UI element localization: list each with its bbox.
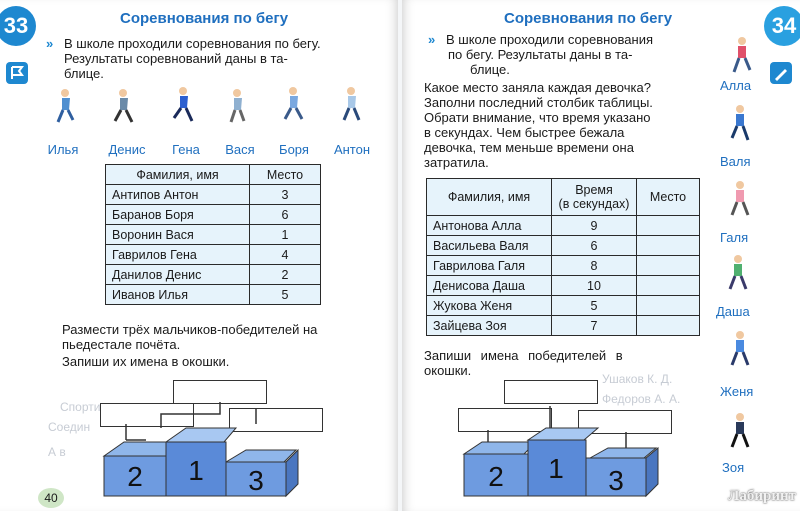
table-cell: Баранов Боря (106, 205, 250, 225)
podium-place-2: 2 (127, 461, 143, 492)
runner-name: Денис (108, 142, 146, 157)
table-row (106, 265, 321, 285)
results-table (426, 178, 700, 336)
runner-girl-icon (728, 104, 752, 144)
podium-place-3: 3 (608, 465, 624, 496)
table-row (106, 205, 321, 225)
podium-place-3: 3 (248, 465, 264, 496)
runner-boy-icon (340, 86, 362, 124)
runner-name: Гена (172, 142, 200, 157)
table-row (427, 296, 700, 316)
watermark: Лабиринт (728, 488, 796, 504)
runner-name: Алла (720, 78, 752, 93)
table-row (427, 216, 700, 236)
table-header-row (427, 179, 700, 216)
runner-name: Даша (716, 304, 750, 319)
runner-name: Боря (279, 142, 309, 157)
table-cell: Васильева Валя (427, 236, 552, 256)
runner-name: Илья (47, 142, 79, 157)
arrow-bullet-icon: » (46, 36, 54, 51)
runner-boy-icon (112, 88, 134, 126)
task-text-2: Запиши их имена в окошки. (62, 354, 230, 369)
bleed-through-text: А в (48, 445, 66, 459)
table-cell: Иванов Илья (106, 285, 250, 305)
runner-name: Валя (720, 154, 751, 169)
runner-name: Галя (720, 230, 749, 245)
table-row (427, 316, 700, 336)
left-page (0, 0, 398, 511)
table-cell: Воронин Вася (106, 225, 250, 245)
page-footer-number: 40 (38, 488, 64, 508)
table-cell: 5 (250, 285, 321, 305)
table-cell: 6 (250, 205, 321, 225)
table-cell: Жукова Женя (427, 296, 552, 316)
table-cell: 8 (552, 256, 637, 276)
page-number-badge: 33 (0, 6, 36, 46)
table-cell: Данилов Денис (106, 265, 250, 285)
table-header-row (106, 165, 321, 185)
bleed-through-text: Соедин (48, 420, 91, 434)
results-table (105, 164, 321, 305)
runner-girl-icon (728, 180, 752, 220)
table-row (427, 236, 700, 256)
table-cell: 2 (250, 265, 321, 285)
table-row (106, 245, 321, 265)
intro-text: В школе проходили соревнования по бегу. Результаты соревнований даны в та- блице. (64, 36, 321, 81)
podium-place-1: 1 (548, 453, 564, 484)
table-row (427, 276, 700, 296)
table-cell: 5 (552, 296, 637, 316)
arrow-bullet-icon: » (428, 32, 436, 47)
column-header: Фамилия, имя (427, 179, 552, 216)
right-page (402, 0, 800, 511)
page-number-badge: 34 (764, 6, 800, 46)
table-row (106, 285, 321, 305)
pencil-icon (770, 62, 792, 84)
bleed-through-text: Спорти (60, 400, 101, 414)
table-row (106, 185, 321, 205)
podium (458, 406, 688, 502)
runner-girl-icon (726, 254, 750, 294)
bleed-through-text: Федоров А. А. (602, 392, 681, 406)
runner-boy-icon (54, 88, 76, 126)
table-cell: 10 (552, 276, 637, 296)
task-text: Размести трёх мальчиков-победителей на пьедестале почёта. (62, 322, 318, 352)
place-input-cell[interactable] (637, 236, 700, 256)
task-text: Запиши имена победителей в окошки. (424, 348, 623, 378)
runner-girl-icon (728, 330, 752, 370)
place-input-cell[interactable] (637, 276, 700, 296)
runner-name: Вася (225, 142, 255, 157)
table-cell: Зайцева Зоя (427, 316, 552, 336)
table-cell: Антонова Алла (427, 216, 552, 236)
winner-name-box-1[interactable] (504, 380, 598, 404)
table-cell: Денисова Даша (427, 276, 552, 296)
table-row (106, 225, 321, 245)
podium (96, 400, 326, 500)
table-cell: 1 (250, 225, 321, 245)
runner-boy-icon (172, 86, 194, 124)
runner-name: Женя (720, 384, 754, 399)
column-header: Фамилия, имя (106, 165, 250, 185)
table-cell: Гаврилова Галя (427, 256, 552, 276)
table-cell: 6 (552, 236, 637, 256)
table-cell: Антипов Антон (106, 185, 250, 205)
runner-girl-icon (728, 412, 752, 452)
place-input-cell[interactable] (637, 316, 700, 336)
table-row (427, 256, 700, 276)
table-cell: 9 (552, 216, 637, 236)
table-cell: Гаврилов Гена (106, 245, 250, 265)
question-text: Какое место заняла каждая девочка? Заполни последний столбик таблицы. Обрати внимание, что время указано в секундах. Чем быстрее бежала девочка, тем меньше времени она затратила. (424, 80, 653, 170)
table-cell: 3 (250, 185, 321, 205)
page-title: Соревнования по бегу (504, 10, 673, 27)
podium-place-2: 2 (488, 461, 504, 492)
table-cell: 7 (552, 316, 637, 336)
runner-girl-icon (730, 36, 754, 76)
column-header: Место (637, 179, 700, 216)
runner-name: Антон (333, 142, 371, 157)
place-input-cell[interactable] (637, 216, 700, 236)
page-title: Соревнования по бегу (120, 10, 289, 27)
place-input-cell[interactable] (637, 256, 700, 276)
bleed-through-text: Ушаков К. Д. (602, 372, 673, 386)
podium-place-1: 1 (188, 455, 204, 486)
runner-boy-icon (226, 88, 248, 126)
table-cell: 4 (250, 245, 321, 265)
runner-name: Зоя (722, 460, 745, 475)
intro-text: В школе проходили соревнования по бегу. Результаты даны в та- блице. (446, 32, 653, 77)
runner-boy-icon (282, 86, 304, 124)
flag-icon (6, 62, 28, 84)
column-header: Место (250, 165, 321, 185)
column-header: Время (в секундах) (552, 179, 637, 216)
place-input-cell[interactable] (637, 296, 700, 316)
